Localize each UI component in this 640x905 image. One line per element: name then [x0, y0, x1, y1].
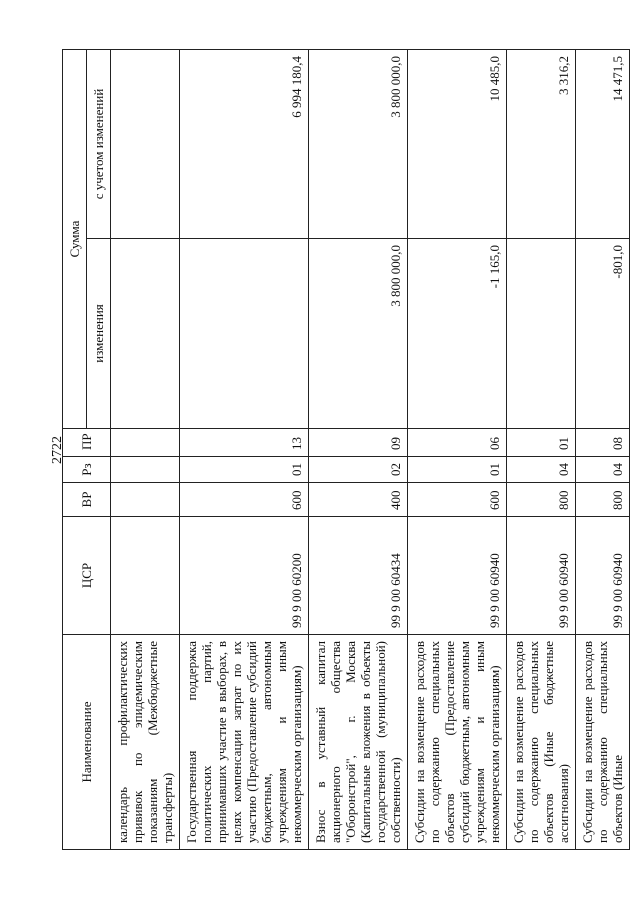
header-sum: Сумма [63, 50, 87, 429]
cell-total [111, 50, 180, 239]
cell-total: 14 471,5 [576, 50, 630, 239]
cell-name: Субсидии на возмещение расходов по содержанию специальных объектов (Иные бюджетные ассигнования) [507, 635, 576, 850]
cell-csr [111, 517, 180, 635]
cell-change: -1 165,0 [408, 239, 507, 429]
table-row [180, 50, 309, 850]
cell-pr: 06 [408, 429, 507, 457]
cell-rz: 01 [180, 457, 309, 483]
cell-csr: 99 9 00 60940 [408, 517, 507, 635]
cell-vr: 800 [507, 483, 576, 517]
cell-name: Субсидии на возмещение расходов по содержанию специальных объектов (Предоставление субсидий бюджетным, автономным учреждениям и иным некоммерческим организациям) [408, 635, 507, 850]
table-row [576, 50, 630, 850]
table-row [507, 50, 576, 850]
cell-vr: 600 [408, 483, 507, 517]
cell-vr: 800 [576, 483, 630, 517]
budget-table [62, 49, 630, 850]
cell-name: Взнос в уставный капитал акционерного общества "Оборонстрой", г. Москва (Капитальные вложения в объекты государственной (муниципальной) собственности) [309, 635, 408, 850]
cell-vr [111, 483, 180, 517]
cell-change [180, 239, 309, 429]
cell-pr [111, 429, 180, 457]
cell-csr: 99 9 00 60940 [576, 517, 630, 635]
table-row [111, 50, 180, 850]
cell-vr: 400 [309, 483, 408, 517]
table-row [309, 50, 408, 850]
cell-pr: 01 [507, 429, 576, 457]
header-pr: ПР [63, 429, 111, 457]
cell-change [507, 239, 576, 429]
cell-rz: 02 [309, 457, 408, 483]
cell-rz [111, 457, 180, 483]
cell-total: 10 485,0 [408, 50, 507, 239]
header-with-change: с учетом изменений [87, 50, 111, 239]
cell-csr: 99 9 00 60434 [309, 517, 408, 635]
cell-change: -801,0 [576, 239, 630, 429]
page-number: 2722 [50, 436, 65, 464]
cell-change [111, 239, 180, 429]
table-row [408, 50, 507, 850]
cell-pr: 13 [180, 429, 309, 457]
cell-change: 3 800 000,0 [309, 239, 408, 429]
cell-rz: 01 [408, 457, 507, 483]
cell-name: календарь профилактических прививок по эпидемическим показаниям (Межбюджетные трансферты) [111, 635, 180, 850]
cell-rz: 04 [576, 457, 630, 483]
header-name: Наименование [63, 635, 111, 850]
budget-table-sheet [62, 50, 625, 850]
cell-total: 3 800 000,0 [309, 50, 408, 239]
cell-total: 6 994 180,4 [180, 50, 309, 239]
cell-csr: 99 9 00 60940 [507, 517, 576, 635]
header-vr: ВР [63, 483, 111, 517]
cell-name: Государственная поддержка политических партий, принимавших участие в выборах, в целях компенсации затрат по их участию (Предоставление субсидий бюджетным, автономным учреждениям и иным некоммерческим организациям) [180, 635, 309, 850]
cell-pr: 08 [576, 429, 630, 457]
cell-rz: 04 [507, 457, 576, 483]
cell-total: 3 316,2 [507, 50, 576, 239]
header-csr: ЦСР [63, 517, 111, 635]
header-rz: Рз [63, 457, 111, 483]
cell-name: Субсидии на возмещение расходов по содержанию специальных объектов (Иные [576, 635, 630, 850]
cell-pr: 09 [309, 429, 408, 457]
cell-vr: 600 [180, 483, 309, 517]
header-change: изменения [87, 239, 111, 429]
cell-csr: 99 9 00 60200 [180, 517, 309, 635]
